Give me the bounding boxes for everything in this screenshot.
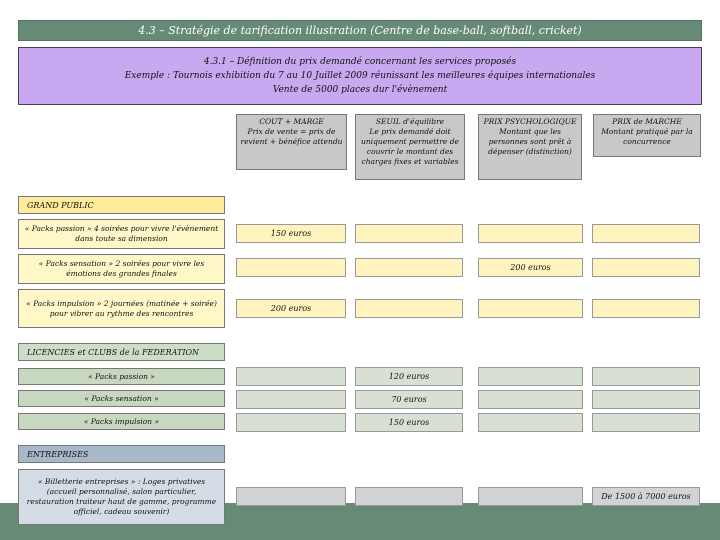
cell-lic-impulsion-psycho: [478, 413, 583, 432]
cell-gp-passion-psycho: [478, 224, 583, 243]
definition-line-3: Vente de 5000 places dur l'évènement: [272, 85, 448, 95]
cell-lic-passion-marche: [592, 367, 700, 386]
column-header-prix-marche: [593, 114, 701, 157]
cell-gp-sensation-psycho: 200 euros: [478, 258, 583, 277]
column-heading: SEUIL d'équilibre: [375, 117, 445, 126]
cell-gp-sensation-marche: [592, 258, 700, 277]
cell-gp-passion-cout: 150 euros: [236, 224, 346, 243]
column-heading: PRIX PSYCHOLOGIQUE: [483, 117, 577, 126]
cell-gp-sensation-cout: [236, 258, 346, 277]
definition-line-2: Exemple : Tournois exhibition du 7 au 10 Juillet 2009 réunissant les meilleures équipes internationales: [124, 71, 596, 81]
cell-lic-impulsion-seuil: 150 euros: [355, 413, 463, 432]
column-header-prix-psychologique: [478, 114, 582, 180]
section-entreprises: ENTREPRISES: [18, 445, 225, 463]
cell-ent-billetterie-marche: De 1500 à 7000 euros: [592, 487, 700, 506]
cell-lic-sensation-marche: [592, 390, 700, 409]
row-label-lic-impulsion: « Packs impulsion »: [18, 413, 225, 430]
cell-ent-billetterie-psycho: [478, 487, 583, 506]
cell-lic-passion-cout: [236, 367, 346, 386]
cell-ent-billetterie-cout: [236, 487, 346, 506]
cell-lic-passion-seuil: 120 euros: [355, 367, 463, 386]
cell-gp-sensation-seuil: [355, 258, 463, 277]
cell-lic-sensation-cout: [236, 390, 346, 409]
cell-lic-impulsion-marche: [592, 413, 700, 432]
cell-gp-passion-seuil: [355, 224, 463, 243]
cell-ent-billetterie-seuil: [355, 487, 463, 506]
column-heading: PRIX de MARCHE: [612, 117, 682, 126]
cell-gp-impulsion-seuil: [355, 299, 463, 318]
cell-lic-sensation-seuil: 70 euros: [355, 390, 463, 409]
row-label-gp-impulsion: « Packs impulsion » 2 journées (matinée + soirée) pour vibrer au rythme des rencontres: [18, 289, 225, 328]
cell-lic-impulsion-cout: [236, 413, 346, 432]
cell-gp-impulsion-cout: 200 euros: [236, 299, 346, 318]
definition-line-1: 4.3.1 – Définition du prix demandé concernant les services proposés: [203, 57, 517, 67]
page-title: 4.3 – Stratégie de tarification illustration (Centre de base-ball, softball, cricket): [18, 20, 702, 41]
column-subheading: Le prix demandé doit uniquement permettre de couvrir le montant des charges fixes et variables: [361, 127, 459, 166]
section-licencies: LICENCIES et CLUBS de la FEDERATION: [18, 343, 225, 361]
cell-lic-sensation-psycho: [478, 390, 583, 409]
cell-gp-impulsion-marche: [592, 299, 700, 318]
column-subheading: Prix de vente = prix de revient + bénéfice attendu: [240, 127, 343, 146]
column-header-seuil: [355, 114, 465, 180]
column-heading: COUT + MARGE: [259, 117, 324, 126]
section-grand-public: GRAND PUBLIC: [18, 196, 225, 214]
row-label-lic-passion: « Packs passion »: [18, 368, 225, 385]
row-label-gp-sensation: « Packs sensation » 2 soirées pour vivre les émotions des grandes finales: [18, 254, 225, 284]
row-label-ent-billetterie: « Billetterie entreprises » : Loges privatives (accueil personnalisé, salon particulier, restauration traiteur haut de gamme, programme officiel, cadeau souvenir): [18, 469, 225, 525]
column-header-cout-marge: [236, 114, 347, 170]
column-subheading: Montant que les personnes sont prêt à dépenser (distinction): [488, 127, 572, 156]
row-label-gp-passion: « Packs passion » 4 soirées pour vivre l'évènement dans toute sa dimension: [18, 219, 225, 249]
row-label-lic-sensation: « Packs sensation »: [18, 390, 225, 407]
cell-gp-impulsion-psycho: [478, 299, 583, 318]
definition-box: [18, 47, 702, 105]
column-subheading: Montant pratiqué par la concurrence: [601, 127, 693, 146]
cell-lic-passion-psycho: [478, 367, 583, 386]
cell-gp-passion-marche: [592, 224, 700, 243]
